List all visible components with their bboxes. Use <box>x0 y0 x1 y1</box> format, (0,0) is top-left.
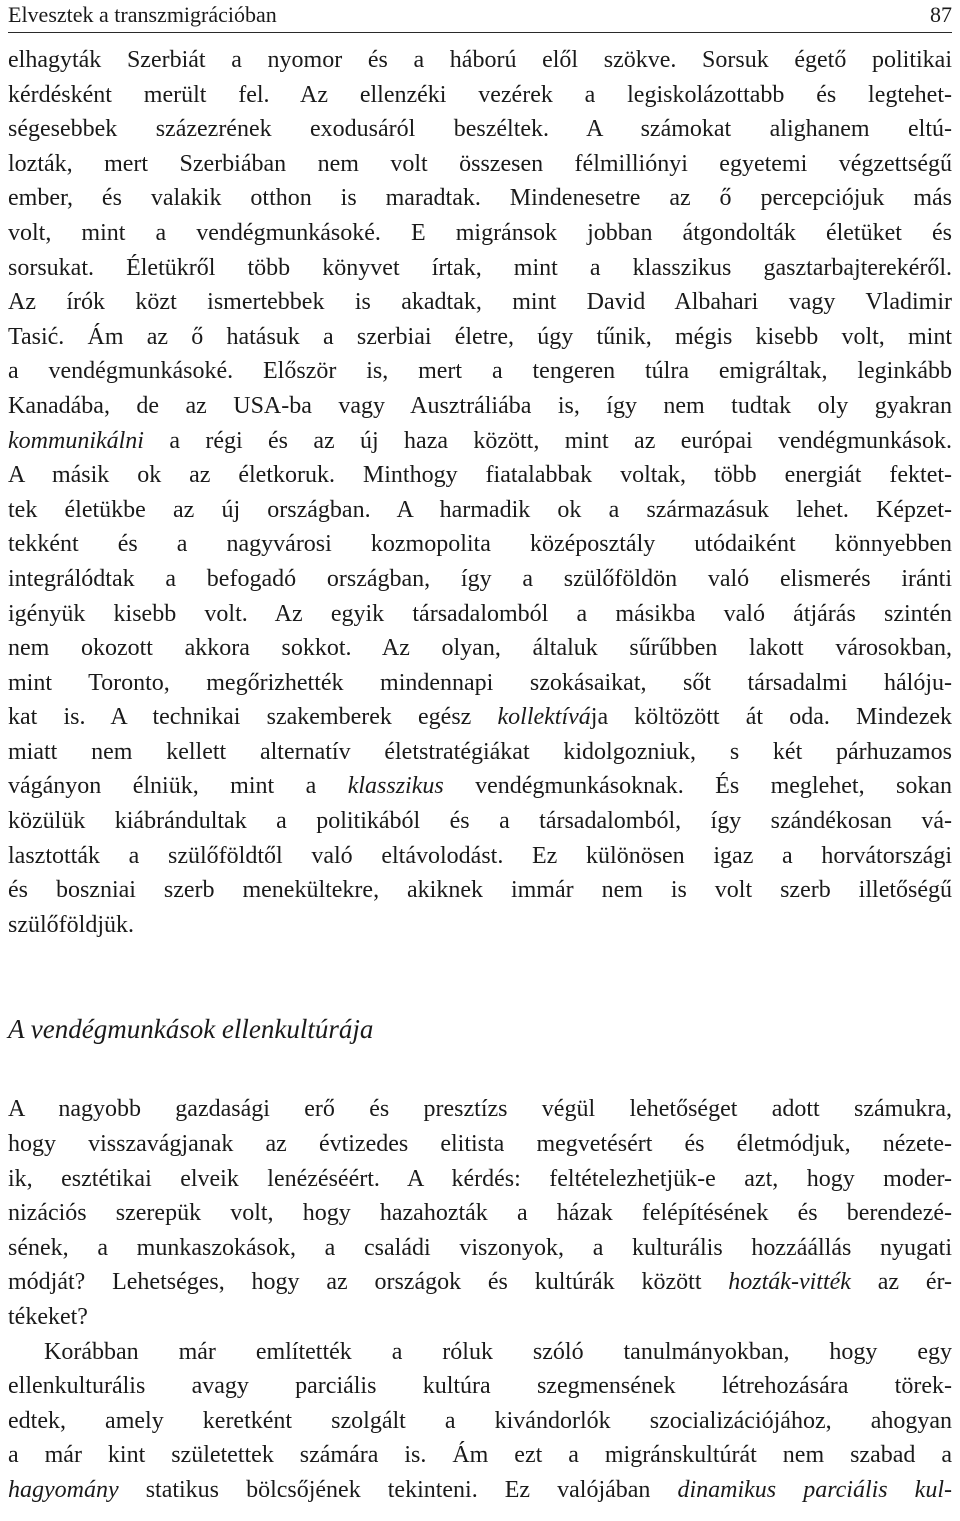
text-line: ik, esztétikai elveik lenézéséért. A kérdés: feltételezhetjük-e azt, hogy moder- <box>8 1165 952 1192</box>
book-page <box>8 0 952 1508</box>
text-line: tékeket? <box>8 1304 88 1330</box>
text-run: kat is. A technikai szakemberek egész <box>8 704 498 731</box>
text-line: ellenkulturális avagy parciális kultúra szegmensének létrehozására törek- <box>8 1373 952 1400</box>
text-line: Az írók közt ismertebbek is akadtak, mint David Albahari vagy Vladimir <box>8 289 952 316</box>
text-line <box>8 700 952 735</box>
text-run: az ér- <box>850 1269 952 1296</box>
text-line: nizációs szerepük volt, hogy hazahozták a házak felépítésének és berendezé- <box>8 1200 952 1227</box>
text-line: elhagyták Szerbiát a nyomor és a háború elől szökve. Sorsuk égető politikai <box>8 47 952 73</box>
text-line: A nagyobb gazdasági erő és presztízs végül lehetőséget adott számukra, <box>8 1096 952 1123</box>
text-line: a vendégmunkásoké. Először is, mert a tengeren túlra emigráltak, leginkább <box>8 358 952 385</box>
text-run: a régi és az új haza között, mint az európai vendégmunkások. <box>143 427 952 454</box>
text-line: sének, a munkaszokások, a családi viszonyok, a kulturális hozzáállás nyugati <box>8 1234 952 1261</box>
text-line <box>8 1473 952 1508</box>
page-number: 87 <box>930 2 952 27</box>
text-run: vágányon élniük, mint a <box>8 773 348 800</box>
text-line: tek életükbe az új országban. A harmadik ok a származásuk lehet. Képzet- <box>8 496 952 523</box>
text-line: lozták, mert Szerbiában nem volt összesen félmilliónyi egyetemi végzettségű <box>8 150 952 177</box>
text-line: a már kint születettek számára is. Ám ezt a migránskultúrát nem szabad a <box>8 1442 952 1469</box>
text-line: közülük kiábrándultak a politikából és a társadalomból, így szándékosan vá- <box>8 808 952 835</box>
text-line: lasztották a szülőföldtől való eltávolodást. Ez különösen igaz a horvátországi <box>8 842 952 869</box>
text-line: Korábban már említették a róluk szóló tanulmányokban, hogy egy <box>44 1338 952 1365</box>
paragraph-1 <box>8 43 952 942</box>
text-run: statikus bölcsőjének tekinteni. Ez valójában <box>118 1476 678 1503</box>
paragraph-3 <box>8 1335 952 1508</box>
text-line: kérdésként merült fel. Az ellenzéki vezérek a legiskolázottabb és legtehet- <box>8 81 952 108</box>
body-text <box>8 43 952 1508</box>
italic-term: hozták-vitték <box>728 1269 851 1296</box>
text-line: sorsukat. Életükről több könyvet írtak, mint a klasszikus gasztarbajterekéről. <box>8 254 952 281</box>
text-run: ja költözött át oda. Mindezek <box>590 704 953 731</box>
text-run: vendégmunkásoknak. És meglehet, sokan <box>443 773 952 800</box>
text-line: tekként és a nagyvárosi kozmopolita középosztály utódaiként könnyebben <box>8 531 952 558</box>
text-line: volt, mint a vendégmunkásoké. E migránsok jobban átgondolták életüket és <box>8 219 952 246</box>
text-line: Kanadába, de az USA-ba vagy Ausztráliába is, így nem tudtak oly gyakran <box>8 392 952 419</box>
text-line: integrálódtak a befogadó országban, így a szülőföldön való elismerés iránti <box>8 565 952 592</box>
italic-term: kommunikálni <box>8 427 144 454</box>
text-line: A másik ok az életkoruk. Minthogy fiatalabbak voltak, több energiát fektet- <box>8 462 952 489</box>
text-line: nem okozott akkora sokkot. Az olyan, általuk sűrűbben lakott városokban, <box>8 635 952 662</box>
text-line <box>8 769 952 804</box>
text-line: Tasić. Ám az ő hatásuk a szerbiai életre, úgy tűnik, mégis kisebb volt, mint <box>8 323 952 350</box>
text-line: mint Toronto, megőrizhették mindennapi szokásaikat, sőt társadalmi hálóju- <box>8 669 952 696</box>
text-line: igényük kisebb volt. Az egyik társadalomból a másikba való átjárás szintén <box>8 600 952 627</box>
text-line: hogy visszavágjanak az évtizedes elitista megvetésért és életmódjuk, nézete- <box>8 1131 952 1158</box>
text-line: ember, és valakik otthon is maradtak. Mindenesetre az ő percepciójuk más <box>8 185 952 212</box>
italic-term: hagyomány <box>8 1476 119 1503</box>
text-line: ségesebbek százezrének exodusáról beszéltek. A számokat alighanem eltú- <box>8 116 952 143</box>
running-head <box>8 0 952 33</box>
text-line: és boszniai szerb menekültekre, akiknek immár nem is volt szerb illetőségű <box>8 877 952 904</box>
paragraph-2 <box>8 1092 952 1334</box>
text-run: módját? Lehetséges, hogy az országok és kultúrák között <box>8 1269 729 1296</box>
italic-term: klasszikus <box>347 773 444 800</box>
text-line: szülőföldjük. <box>8 911 134 938</box>
text-line: miatt nem kellett alternatív életstratégiákat kidolgozniuk, s két párhuzamos <box>8 738 952 765</box>
italic-term: dinamikus parciális kul- <box>677 1476 952 1503</box>
text-line <box>8 424 952 459</box>
section-heading: A vendégmunkások ellenkultúrája <box>8 1014 374 1045</box>
italic-term: kollektívá <box>497 704 591 731</box>
text-line <box>8 1265 952 1300</box>
text-line: edtek, amely keretként szolgált a kivándorlók szocializációjához, ahogyan <box>8 1407 952 1434</box>
running-head-title: Elvesztek a transzmigrációban <box>8 2 277 27</box>
